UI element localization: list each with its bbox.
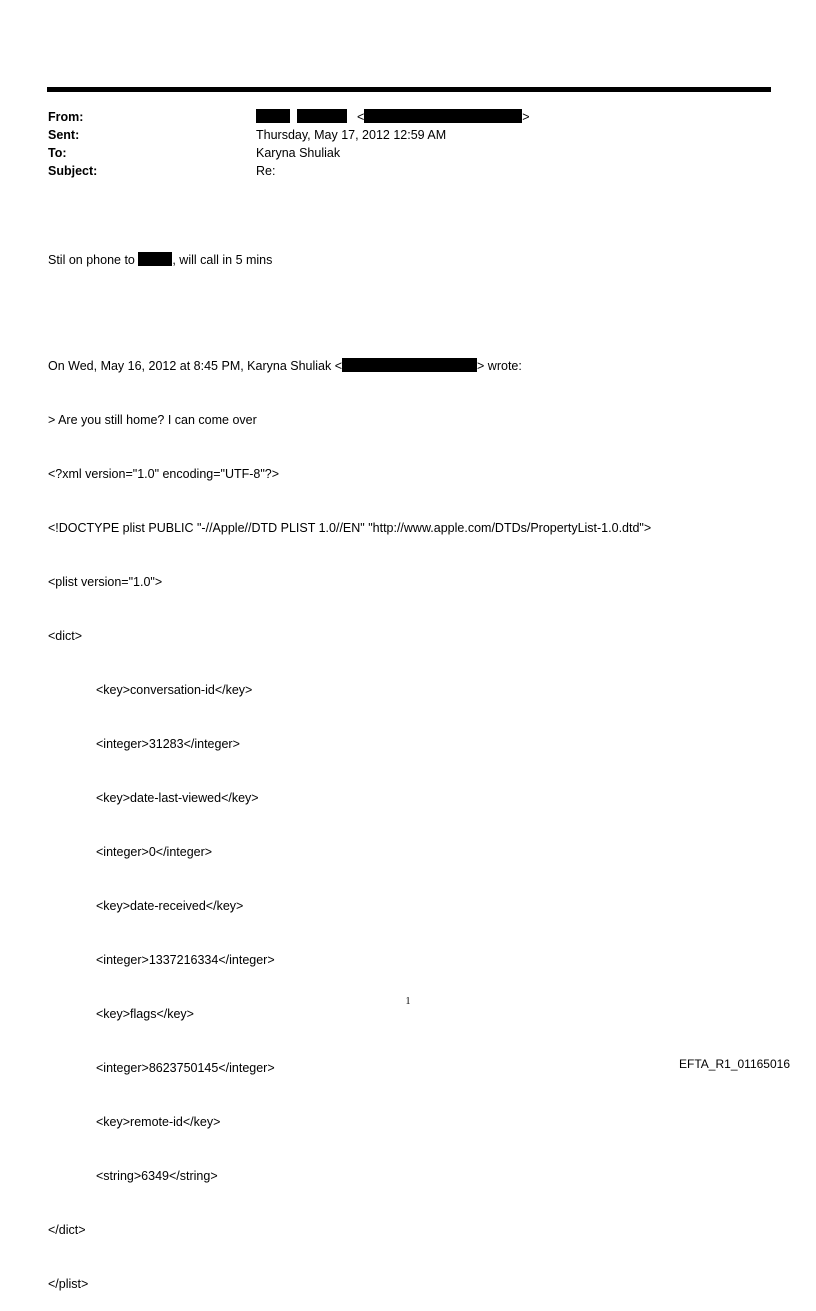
to-value: Karyna Shuliak xyxy=(256,146,341,160)
from-gt: > xyxy=(522,110,530,124)
message-text: , will call in 5 mins xyxy=(172,253,273,267)
redaction-block xyxy=(297,109,347,123)
dict-line: <key>flags</key> xyxy=(96,1007,194,1021)
redaction-block xyxy=(342,358,477,372)
subject-value: Re: xyxy=(256,164,276,178)
xml-declaration: <?xml version="1.0" encoding="UTF-8"?> xyxy=(48,467,280,481)
from-value xyxy=(256,108,530,126)
redaction-block xyxy=(364,109,522,123)
from-label: From: xyxy=(48,110,84,124)
dict-line: <string>6349</string> xyxy=(96,1169,218,1183)
dict-open: <dict> xyxy=(48,629,83,643)
quote-intro xyxy=(48,357,651,375)
header-rule xyxy=(47,87,771,92)
dict-line: <key>date-received</key> xyxy=(96,899,244,913)
dict-line: <integer>8623750145</integer> xyxy=(96,1061,275,1075)
dict-line: <key>remote-id</key> xyxy=(96,1115,221,1129)
email-body xyxy=(48,215,651,1311)
spacer xyxy=(48,305,651,321)
plist-close: </plist> xyxy=(48,1277,89,1291)
dict-line: <integer>1337216334</integer> xyxy=(96,953,275,967)
bates-number: EFTA_R1_01165016 xyxy=(679,1057,790,1071)
plist-open: <plist version="1.0"> xyxy=(48,575,163,589)
message-text: Stil on phone to xyxy=(48,253,139,267)
subject-label: Subject: xyxy=(48,164,98,178)
dict-line: <integer>0</integer> xyxy=(96,845,213,859)
dict-line: <key>date-last-viewed</key> xyxy=(96,791,259,805)
to-label: To: xyxy=(48,146,67,160)
redaction-block xyxy=(256,109,290,123)
dict-close: </dict> xyxy=(48,1223,86,1237)
sent-label: Sent: xyxy=(48,128,80,142)
quote-intro-text: > wrote: xyxy=(477,359,522,373)
doctype-line: <!DOCTYPE plist PUBLIC "-//Apple//DTD PLIST 1.0//EN" "http://www.apple.com/DTDs/PropertyList-1.0.dtd"> xyxy=(48,521,652,535)
redaction-block xyxy=(138,252,172,266)
page-number: 1 xyxy=(405,996,411,1007)
message-line xyxy=(48,251,651,269)
quoted-line: > Are you still home? I can come over xyxy=(48,413,257,427)
dict-line: <integer>31283</integer> xyxy=(96,737,240,751)
quote-intro-text: On Wed, May 16, 2012 at 8:45 PM, Karyna Shuliak < xyxy=(48,359,343,373)
from-lt: < xyxy=(356,110,365,124)
sent-value: Thursday, May 17, 2012 12:59 AM xyxy=(256,128,447,142)
dict-line: <key>conversation-id</key> xyxy=(96,683,253,697)
